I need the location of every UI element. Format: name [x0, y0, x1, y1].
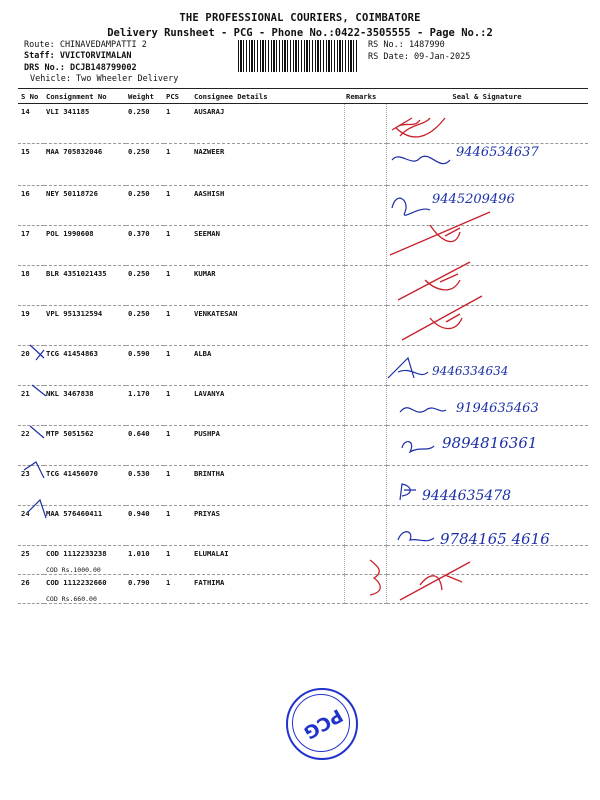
cell-sno-text: 19: [21, 309, 30, 318]
sig-22-scrawl: [402, 442, 434, 452]
cod-amount: COD Rs.1000.00: [46, 566, 101, 574]
cell-sno-text: 25: [21, 549, 30, 558]
cell-sno-text: 20: [21, 349, 30, 358]
cell-sno-text: 15: [21, 147, 30, 156]
cell-pcs-text: 1: [166, 229, 171, 238]
cell-sno-text: 18: [21, 269, 30, 278]
cell-pcs-text: 1: [166, 189, 171, 198]
cell-consignment-text: COD 1112232660: [46, 578, 107, 587]
cell-weight-text: 0.250: [128, 309, 150, 318]
cell-consignment-text: MTP 5051562: [46, 429, 94, 438]
stamp-inner-ring: [292, 694, 350, 752]
cell-consignee-text: FATHIMA: [194, 578, 225, 587]
handwritten-phone-21: 9194635463: [456, 401, 539, 416]
handwritten-phone-24: 9784165 4616: [440, 530, 550, 548]
cell-consignment-text: TCG 41456070: [46, 469, 98, 478]
cell-consignee-text: LAVANYA: [194, 389, 225, 398]
check-23-mark: [24, 462, 44, 478]
cell-consignment-text: NKL 3467838: [46, 389, 94, 398]
sig-23-scrawl: [400, 484, 416, 500]
sig-15-scrawl: [392, 156, 450, 163]
cell-weight-text: 0.530: [128, 469, 150, 478]
cell-pcs-text: 1: [166, 389, 171, 398]
cell-pcs-text: 1: [166, 269, 171, 278]
col-sno: S No: [18, 89, 44, 104]
cell-weight-text: 1.170: [128, 389, 150, 398]
cell-consignment-text: MAA 705832046: [46, 147, 103, 156]
cell-consignment-text: VPL 951312594: [46, 309, 103, 318]
cell-weight-text: 0.250: [128, 147, 150, 156]
stamp-text: PCG: [299, 704, 347, 743]
tick-26-mark: [400, 562, 470, 600]
cell-weight-text: 0.250: [128, 269, 150, 278]
tick-17-mark: [390, 212, 490, 255]
cell-consignee-text: AASHISH: [194, 189, 225, 198]
col-remarks: Remarks: [344, 89, 386, 104]
runsheet-subtitle: Delivery Runsheet - PCG - Phone No.:0422-3505555 - Page No.:2: [107, 27, 493, 39]
cell-consignee-text: ELUMALAI: [194, 549, 229, 558]
staff-text: Staff: VVICTORVIMALAN: [24, 51, 132, 61]
cell-sno-text: 21: [21, 389, 30, 398]
cell-consignment-text: MAA 576460411: [46, 509, 103, 518]
company-title: THE PROFESSIONAL COURIERS, COIMBATORE: [179, 12, 421, 24]
sig-20-scrawl: [388, 358, 428, 378]
tick-18-mark: [398, 262, 470, 300]
tick-19-mark: [402, 296, 482, 340]
check-20-mark: [30, 345, 44, 360]
cell-weight-text: 0.250: [128, 107, 150, 116]
handwritten-phone-20: 9446334634: [432, 364, 509, 378]
col-consignee: Consignee Details: [192, 89, 344, 104]
cell-consignee-text: SEEMAN: [194, 229, 220, 238]
cell-consignee-text: VENKATESAN: [194, 309, 238, 318]
cell-sno-text: 17: [21, 229, 30, 238]
pcg-stamp: [286, 688, 358, 760]
cell-pcs-text: 1: [166, 147, 171, 156]
cell-weight-text: 0.370: [128, 229, 150, 238]
cell-sno-text: 14: [21, 107, 30, 116]
cell-consignee-text: PRIYAS: [194, 509, 220, 518]
cell-pcs-text: 1: [166, 509, 171, 518]
cell-weight-text: 0.640: [128, 429, 150, 438]
cell-consignee-text: AUSARAJ: [194, 107, 225, 116]
check-22-mark: [30, 426, 44, 438]
cell-weight-text: 0.790: [128, 578, 150, 587]
col-weight: Weight: [126, 89, 164, 104]
cell-pcs-text: 1: [166, 309, 171, 318]
cod-amount: COD Rs.660.00: [46, 595, 97, 603]
vehicle-text: Vehicle: Two Wheeler Delivery: [30, 74, 179, 84]
cell-sno-text: 22: [21, 429, 30, 438]
cell-consignee-text: BRINTHA: [194, 469, 225, 478]
handwritten-phone-23: 9444635478: [422, 488, 512, 504]
number-3-mark: [370, 560, 380, 595]
handwritten-phone-16: 9445209496: [432, 192, 515, 207]
cell-pcs-text: 1: [166, 549, 171, 558]
cell-pcs-text: 1: [166, 578, 171, 587]
rs-number: RS No.: 1487990: [368, 40, 445, 50]
cell-consignment-text: NEY 50118726: [46, 189, 98, 198]
cell-pcs-text: 1: [166, 349, 171, 358]
check-24-mark: [28, 500, 46, 518]
route-text: Route: CHINAVEDAMPATTI 2: [24, 40, 147, 50]
cell-pcs-text: 1: [166, 429, 171, 438]
drs-number: DRS No.: DCJB148799002: [24, 63, 137, 73]
cell-pcs-text: 1: [166, 469, 171, 478]
tick-14-mark: [392, 118, 445, 137]
cell-sno-text: 24: [21, 509, 30, 518]
col-pcs: PCS: [164, 89, 192, 104]
cell-sno-text: 23: [21, 469, 30, 478]
cell-weight-text: 0.590: [128, 349, 150, 358]
cell-weight-text: 1.010: [128, 549, 150, 558]
cell-weight-text: 0.250: [128, 189, 150, 198]
handwritten-phone-15: 9446534637: [456, 145, 539, 160]
cell-pcs-text: 1: [166, 107, 171, 116]
sig-24-scrawl: [398, 532, 434, 541]
cell-consignment-text: TCG 41454863: [46, 349, 98, 358]
cell-consignee-text: PUSHPA: [194, 429, 220, 438]
check-21-mark: [32, 385, 46, 396]
handwritten-phone-22: 9894816361: [442, 434, 538, 452]
col-consignment: Consignment No: [44, 89, 126, 104]
cell-consignment-text: POL 1990608: [46, 229, 94, 238]
rs-date: RS Date: 09-Jan-2025: [368, 52, 471, 62]
cell-consignment-text: BLR 4351021435: [46, 269, 107, 278]
cell-consignment-text: VLI 341185: [46, 107, 90, 116]
col-signature: Seal & Signature: [386, 89, 588, 104]
cell-consignee-text: KUMAR: [194, 269, 216, 278]
sig-16-scrawl: [392, 198, 430, 215]
cell-consignee-text: ALBA: [194, 349, 212, 358]
cell-consignee-text: NAZWEER: [194, 147, 225, 156]
cell-sno-text: 26: [21, 578, 30, 587]
cell-consignment-text: COD 1112233238: [46, 549, 107, 558]
cell-weight-text: 0.940: [128, 509, 150, 518]
cell-sno-text: 16: [21, 189, 30, 198]
sig-21-scrawl: [400, 408, 446, 412]
